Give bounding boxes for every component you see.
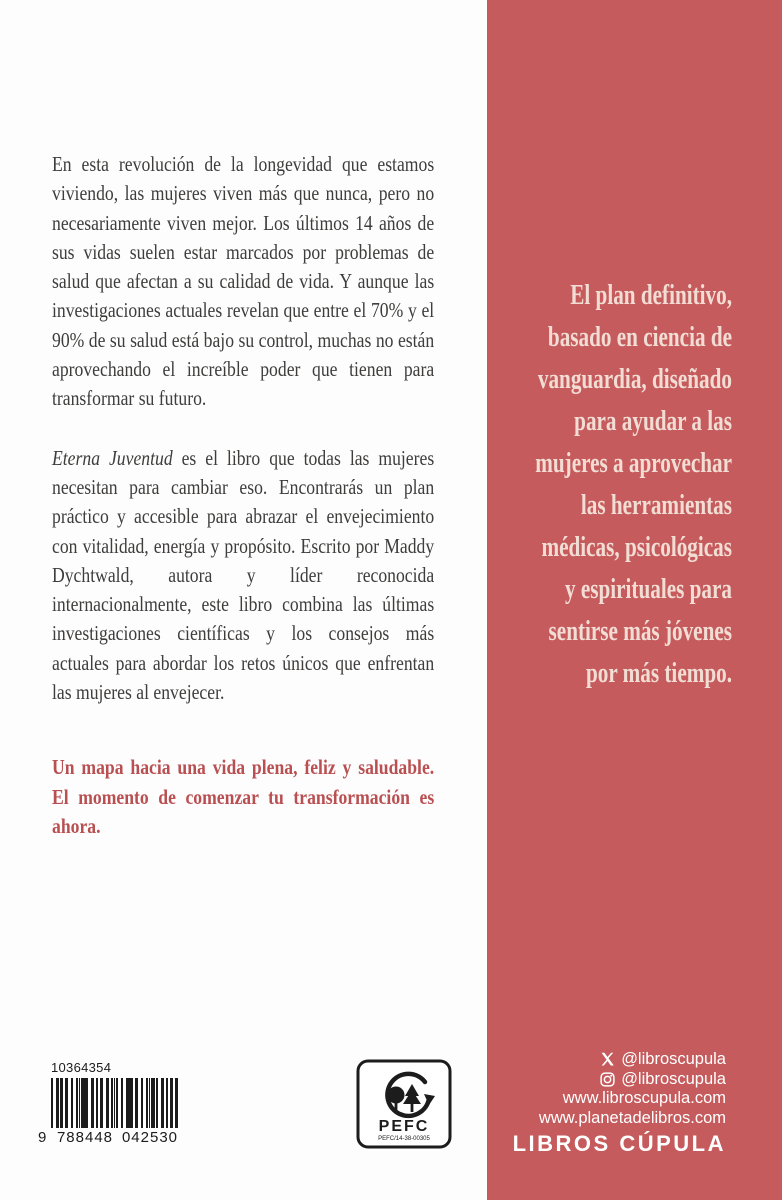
x-handle-row [513, 1050, 726, 1070]
back-cover-copy [52, 150, 434, 841]
instagram-handle: @libroscupula [621, 1069, 726, 1088]
pefc-cert-code: PEFC/14-38-00305 [378, 1136, 430, 1142]
publisher-footer [513, 1050, 726, 1154]
isbn-digits [38, 1129, 188, 1146]
quote-panel [469, 274, 732, 694]
body-paragraph-2-rest: es el libro que todas las mujeres necesitan para cambiar eso. Encontrarás un plan práctico y accesible para abrazar el envejecimiento con vitalidad, energía y propósito. Escrito por Maddy Dychtwald, autora y líder reconocida internacionalmente, este libro combina las últimas investigaciones científicas y los consejos más actuales para abordar los retos únicos que enfrentan las mujeres al envejecer. [52, 445, 435, 705]
product-code: 10364354 [51, 1060, 112, 1075]
pefc-logo [355, 1058, 453, 1155]
ean-group-2: 042530 [121, 1129, 179, 1146]
book-title-italic: Eterna Juventud [52, 445, 173, 470]
highlight-paragraph: Un mapa hacia una vida plena, feliz y saludable. El momento de comenzar tu transformación es ahora. [52, 755, 435, 838]
quote-line: por más tiempo. [585, 657, 732, 689]
x-handle: @libroscupula [621, 1050, 726, 1068]
quote-line: las herramientas [580, 489, 732, 521]
quote-line: vanguardia, diseñado [537, 363, 732, 395]
body-paragraph-2 [52, 444, 434, 708]
quote-line: basado en ciencia de [547, 321, 732, 353]
ean-prefix: 9 [38, 1129, 47, 1146]
quote-line: y espirituales para [564, 573, 732, 605]
pefc-label: PEFC [378, 1118, 430, 1135]
quote-line: médicas, psicológicas [541, 531, 732, 563]
quote-line: El plan definitivo, [570, 279, 732, 311]
publisher-name: LIBROS CÚPULA [512, 1131, 726, 1156]
x-twitter-icon [600, 1052, 615, 1067]
body-paragraph-1: En esta revolución de la longevidad que estamos viviendo, las mujeres viven más que nunca, pero no necesariamente viven mejor. Los últimos 14 años de sus vidas suelen estar marcados por problemas de salud que afectan a su calidad de vida. Y aunque las investigaciones actuales revelan que entre el 70% y el 90% de su salud está bajo su control, muchas no están aprovechando el increíble poder que tienen para transformar su futuro. [52, 152, 435, 411]
instagram-icon [600, 1072, 615, 1087]
quote-line: mujeres a aprovechar [535, 447, 732, 479]
group-website: www.planetadelibros.com [538, 1108, 726, 1127]
barcode-block [38, 1060, 188, 1146]
quote-line: sentirse más jóvenes [548, 615, 732, 647]
instagram-handle-row [513, 1070, 726, 1090]
ean-group-1: 788448 [56, 1129, 114, 1146]
quote-line: para ayudar a las [574, 405, 732, 437]
barcode [51, 1078, 179, 1128]
publisher-website: www.libroscupula.com [562, 1089, 726, 1107]
